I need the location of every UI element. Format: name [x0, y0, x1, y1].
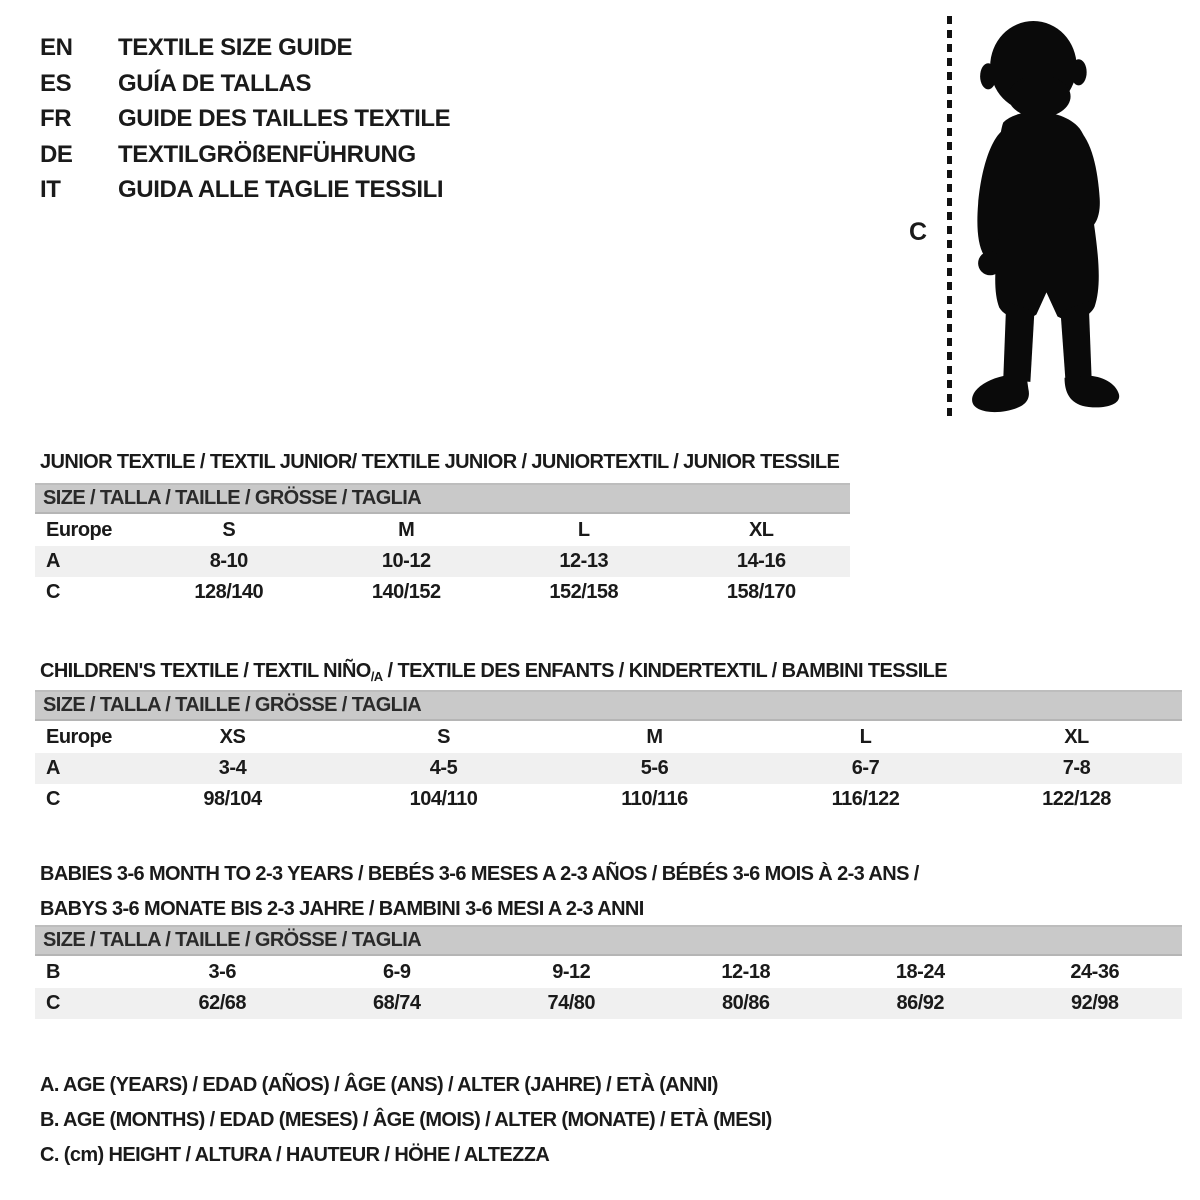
legend-a: A. AGE (YEARS) / EDAD (AÑOS) / ÂGE (ANS) / ALTER (JAHRE) / ETÀ (ANNI) — [40, 1074, 718, 1096]
legend-c: C. (cm) HEIGHT / ALTURA / HAUTEUR / HÖHE / ALTEZZA — [40, 1144, 550, 1166]
row-label: C — [46, 581, 60, 603]
table-cell: 68/74 — [372, 992, 421, 1014]
children-age-row — [35, 753, 1182, 784]
children-height-row — [35, 784, 1182, 815]
table-cell: 5-6 — [640, 757, 669, 779]
junior-height-row — [35, 577, 850, 608]
table-cell: 18-24 — [895, 961, 945, 983]
lang-row-en — [40, 30, 450, 66]
babies-section-heading-line1: BABIES 3-6 MONTH TO 2-3 YEARS / BEBÉS 3-6 MESES A 2-3 AÑOS / BÉBÉS 3-6 MOIS À 2-3 ANS / — [40, 862, 919, 885]
table-cell: 3-4 — [218, 757, 247, 779]
children-section-heading — [40, 660, 947, 684]
table-cell: 12-18 — [721, 961, 771, 983]
row-label: A — [46, 757, 60, 779]
guide-title: GUIDE DES TAILLES TEXTILE — [118, 105, 451, 132]
row-label: A — [46, 550, 60, 572]
lang-row-fr — [40, 101, 450, 137]
table-cell: 80/86 — [721, 992, 770, 1014]
guide-title: GUÍA DE TALLAS — [118, 69, 312, 97]
table-cell: 140/152 — [371, 581, 441, 603]
lang-code: FR — [40, 105, 72, 132]
table-cell: 4-5 — [429, 757, 458, 779]
lang-code: DE — [40, 140, 73, 168]
column-header: Europe — [46, 726, 112, 748]
row-label: C — [46, 992, 60, 1014]
junior-columns-row — [35, 515, 850, 546]
legend-block — [40, 1068, 772, 1173]
junior-age-row — [35, 546, 850, 577]
height-figure — [895, 0, 1175, 440]
junior-size-header-bar: SIZE / TALLA / TAILLE / GRÖSSE / TAGLIA — [35, 483, 850, 514]
table-cell: 3-6 — [208, 961, 236, 983]
column-header: S — [222, 519, 236, 541]
children-heading-sub: /A — [370, 668, 383, 684]
babies-size-table — [35, 957, 1182, 1019]
table-cell: 158/170 — [726, 581, 796, 603]
lang-code: ES — [40, 69, 72, 97]
lang-row-it — [40, 172, 450, 208]
column-header: XS — [219, 726, 246, 748]
column-header: XL — [1064, 726, 1089, 748]
lang-row-de — [40, 137, 450, 173]
children-heading-suffix: / TEXTILE DES ENFANTS / KINDERTEXTIL / BAMBINI TESSILE — [382, 659, 948, 682]
table-cell: 98/104 — [203, 788, 262, 810]
guide-title: GUIDA ALLE TAGLIE TESSILI — [118, 176, 444, 203]
table-cell: 8-10 — [209, 550, 248, 572]
table-cell: 6-7 — [851, 757, 880, 779]
column-header: M — [646, 726, 663, 748]
table-cell: 10-12 — [381, 550, 431, 572]
column-header: S — [437, 726, 450, 748]
table-cell: 9-12 — [552, 961, 591, 983]
junior-size-table — [35, 515, 850, 608]
children-heading-prefix: CHILDREN'S TEXTILE / TEXTIL NIÑO — [40, 659, 371, 682]
table-cell: 122/128 — [1042, 788, 1111, 810]
table-cell: 74/80 — [547, 992, 596, 1014]
column-header: L — [577, 519, 590, 541]
toddler-silhouette-icon — [963, 16, 1148, 418]
height-dotted-line — [947, 16, 952, 418]
legend-b: B. AGE (MONTHS) / EDAD (MESES) / ÂGE (MOIS) / ALTER (MONATE) / ETÀ (MESI) — [40, 1109, 772, 1131]
table-cell: 128/140 — [194, 581, 264, 603]
column-header: Europe — [46, 519, 112, 541]
children-columns-row — [35, 722, 1182, 753]
table-cell: 152/158 — [549, 581, 619, 603]
lang-row-es — [40, 66, 450, 102]
column-header: XL — [748, 519, 774, 541]
babies-size-header-bar: SIZE / TALLA / TAILLE / GRÖSSE / TAGLIA — [35, 925, 1182, 956]
table-cell: 86/92 — [896, 992, 945, 1014]
table-cell: 6-9 — [383, 961, 411, 983]
table-cell: 14-16 — [736, 550, 786, 572]
lang-code: IT — [40, 176, 61, 203]
babies-height-row — [35, 988, 1182, 1019]
row-label: B — [46, 961, 60, 983]
children-size-table — [35, 722, 1182, 815]
row-label: C — [46, 788, 60, 810]
babies-section-heading-line2: BABYS 3-6 MONATE BIS 2-3 JAHRE / BAMBINI 3-6 MESI A 2-3 ANNI — [40, 897, 644, 920]
table-cell: 92/98 — [1070, 992, 1119, 1014]
guide-title: TEXTILE SIZE GUIDE — [118, 34, 353, 61]
column-header: L — [859, 726, 872, 748]
babies-months-row — [35, 957, 1182, 988]
table-cell: 12-13 — [559, 550, 609, 572]
lang-code: EN — [40, 34, 73, 61]
guide-title: TEXTILGRÖßENFÜHRUNG — [118, 140, 416, 168]
table-cell: 7-8 — [1062, 757, 1091, 779]
table-cell: 62/68 — [198, 992, 247, 1014]
column-header: M — [398, 519, 415, 541]
table-cell: 24-36 — [1070, 961, 1120, 983]
junior-section-heading: JUNIOR TEXTILE / TEXTIL JUNIOR/ TEXTILE JUNIOR / JUNIORTEXTIL / JUNIOR TESSILE — [40, 450, 840, 473]
table-cell: 116/122 — [831, 788, 900, 810]
language-title-block — [40, 30, 450, 208]
table-cell: 104/110 — [409, 788, 478, 810]
height-measure-label: C — [909, 218, 927, 246]
table-cell: 110/116 — [621, 788, 688, 810]
children-size-header-bar: SIZE / TALLA / TAILLE / GRÖSSE / TAGLIA — [35, 690, 1182, 721]
